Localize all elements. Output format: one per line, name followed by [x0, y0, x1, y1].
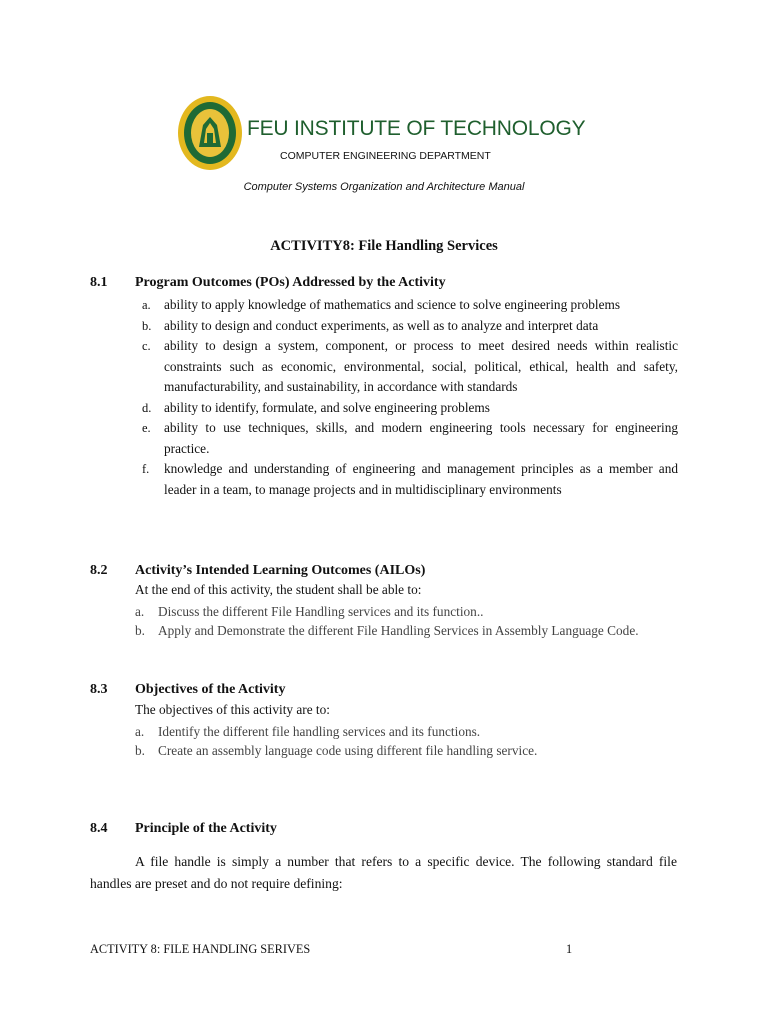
list-item-text: knowledge and understanding of engineering and management principles as a member and leader in a team, to manage projects and in multidisciplinary environments — [164, 461, 678, 497]
list-item-text: Discuss the different File Handling services and its function.. — [158, 604, 484, 619]
ailo-list — [135, 602, 677, 640]
section-title-principle: Principle of the Activity — [135, 821, 277, 836]
list-item — [140, 316, 678, 337]
institution-name: FEU INSTITUTE OF TECHNOLOGY — [247, 117, 586, 140]
section-number: 8.4 — [90, 821, 108, 836]
department-name: COMPUTER ENGINEERING DEPARTMENT — [280, 150, 491, 162]
list-item — [140, 295, 678, 316]
paragraph-text: A file handle is simply a number that refers to a specific device. The following standard file handles are preset and do not require defining: — [90, 854, 677, 891]
list-item — [140, 336, 678, 398]
section-number: 8.3 — [90, 682, 108, 697]
list-item-text: Apply and Demonstrate the different File Handling Services in Assembly Language Code. — [158, 623, 639, 638]
page-number: 1 — [566, 942, 573, 956]
section-number: 8.1 — [90, 275, 108, 290]
list-letter: b. — [135, 743, 145, 758]
list-item-text: Create an assembly language code using different file handling service. — [158, 743, 538, 758]
list-item — [140, 418, 678, 459]
list-letter: e. — [142, 421, 151, 435]
list-item — [135, 621, 677, 640]
list-item — [135, 741, 677, 760]
section-intro: At the end of this activity, the student shall be able to: — [135, 582, 422, 597]
section-title-objectives: Objectives of the Activity — [135, 682, 286, 697]
list-letter: b. — [142, 318, 152, 333]
list-item-text: ability to design a system, component, or process to meet desired needs within realistic constraints such as economic, environmental, social, political, ethical, health and safety, manufacturability, and sustainability, in accordance with standards — [164, 338, 678, 394]
list-item — [140, 459, 678, 500]
program-outcomes-list — [140, 295, 678, 500]
list-letter: c. — [142, 339, 151, 353]
list-letter: a. — [135, 724, 145, 739]
manual-title: Computer Systems Organization and Architecture Manual — [243, 181, 525, 193]
principle-paragraph — [90, 851, 677, 895]
list-item-text: ability to apply knowledge of mathematics and science to solve engineering problems — [164, 297, 621, 312]
list-item — [135, 722, 677, 741]
list-item-text: Identify the different file handling services and its functions. — [158, 724, 481, 739]
activity-title: ACTIVITY8: File Handling Services — [270, 238, 498, 254]
list-letter: a. — [135, 604, 145, 619]
list-letter: f. — [142, 462, 150, 476]
list-item-text: ability to identify, formulate, and solve engineering problems — [164, 399, 490, 415]
list-letter: b. — [135, 623, 145, 638]
list-item-text: ability to design and conduct experiments, as well as to analyze and interpret data — [164, 317, 599, 333]
list-letter: a. — [142, 298, 151, 312]
objectives-list — [135, 722, 677, 760]
footer-activity-label: ACTIVITY 8: FILE HANDLING SERIVES — [90, 942, 311, 956]
list-item — [140, 398, 678, 419]
feu-tech-seal-logo — [177, 95, 243, 171]
list-item-text: ability to use techniques, skills, and modern engineering tools necessary for engineering practice. — [164, 420, 678, 456]
list-letter: d. — [142, 400, 152, 415]
section-number: 8.2 — [90, 563, 108, 578]
list-item — [135, 602, 677, 621]
section-intro: The objectives of this activity are to: — [135, 702, 330, 717]
section-title-program-outcomes: Program Outcomes (POs) Addressed by the Activity — [135, 275, 446, 290]
section-title-ailos: Activity’s Intended Learning Outcomes (AILOs) — [135, 563, 426, 578]
